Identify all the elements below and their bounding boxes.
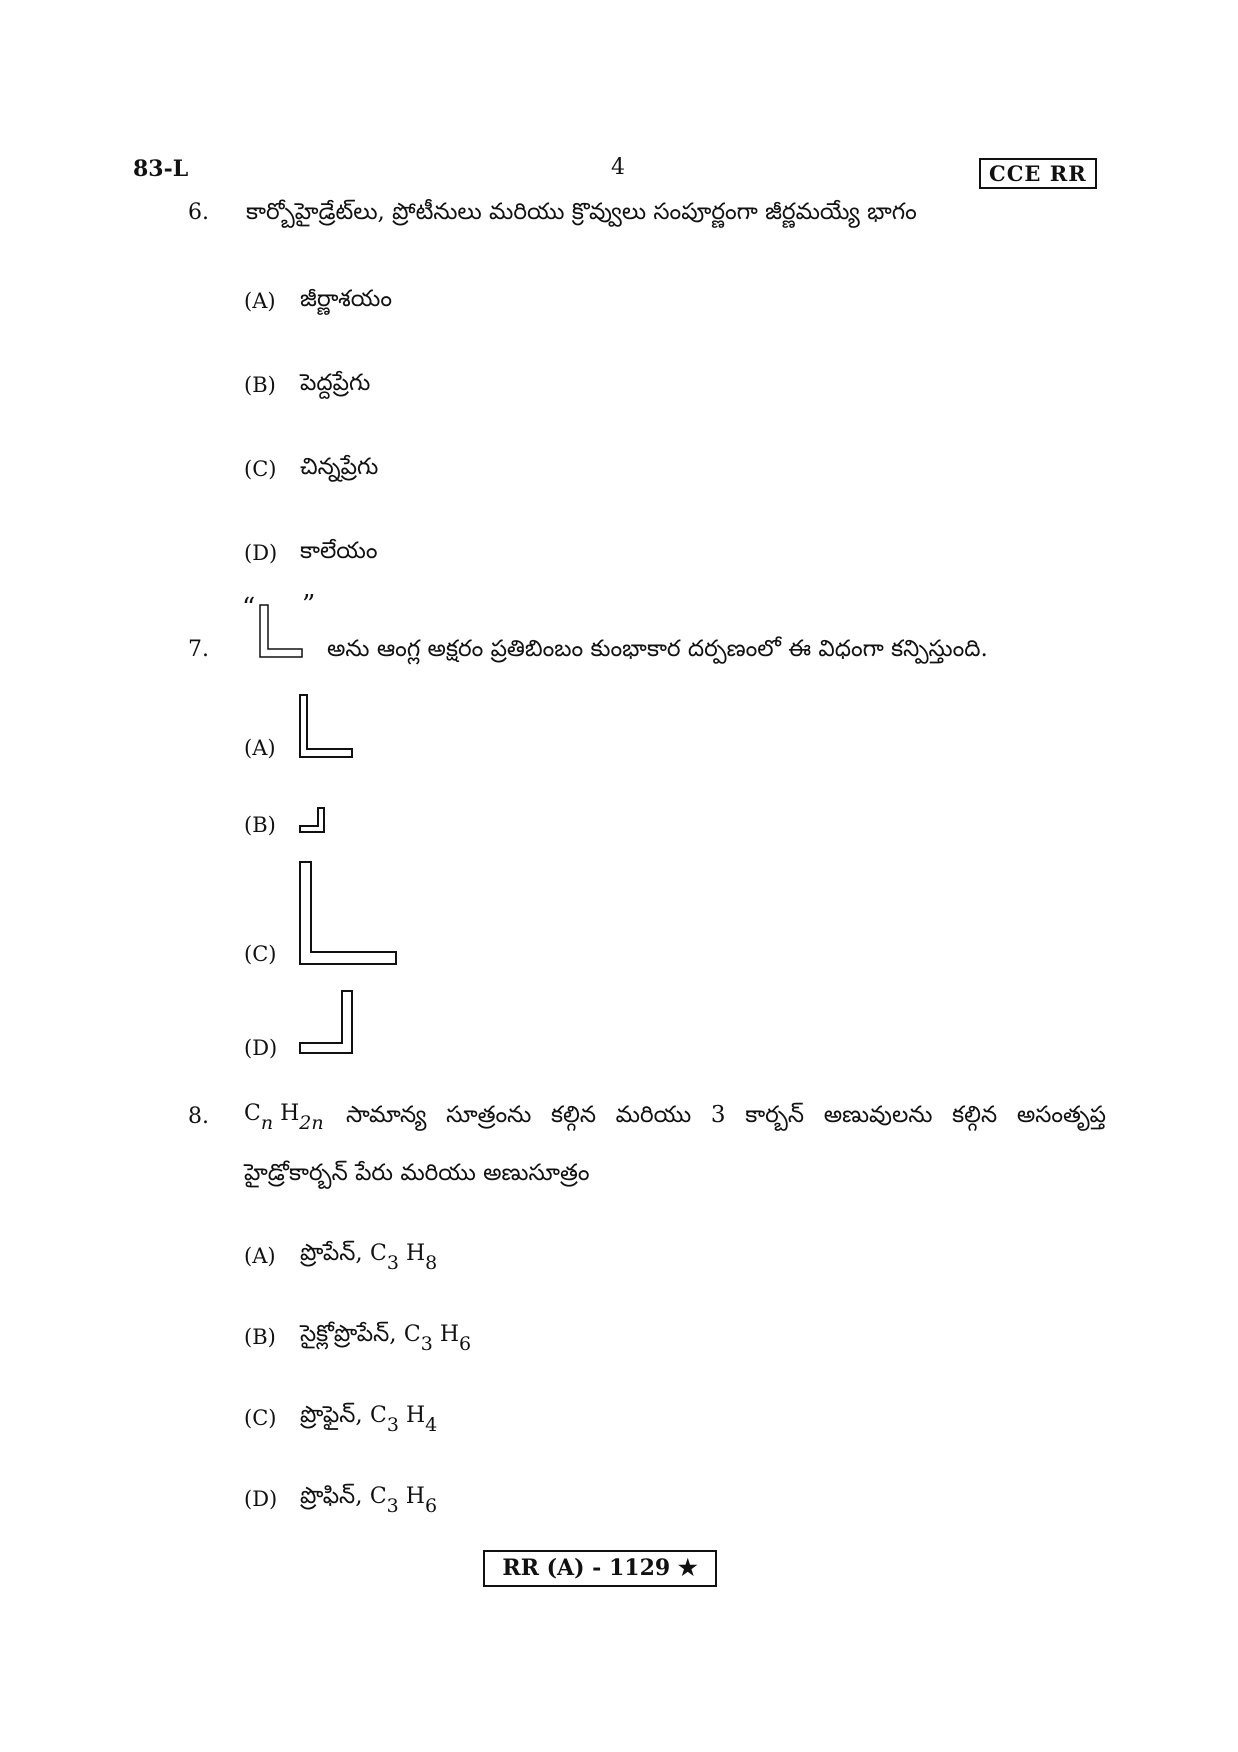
formula-h-sub: 4 [425, 1414, 438, 1436]
option-text: పెద్దప్రేగు [300, 370, 371, 396]
formula-h: H [405, 1484, 425, 1509]
formula-h-sub: 6 [459, 1333, 472, 1355]
option-text [300, 1402, 437, 1436]
question-text: అను ఆంగ్ల అక్షరం ప్రతిబింబం కుంభాకార దర్పణంలో ఈ విధంగా కన్పిస్తుంది. [327, 636, 988, 662]
footer-code: RR (A) - 1129 ★ [483, 1550, 717, 1587]
option-label: (D) [244, 541, 278, 565]
option-label: (C) [244, 942, 277, 966]
option-label: (B) [244, 373, 276, 397]
compound-formula [369, 1484, 438, 1517]
formula-h-sub: 8 [425, 1252, 438, 1274]
option-text: జీర్ణాశయం [300, 286, 393, 312]
option-label: (D) [244, 1487, 278, 1511]
formula-n: n [260, 1112, 274, 1134]
option-label: (B) [244, 813, 276, 837]
question-text-line1: సామాన్య సూత్రంను కల్గిన మరియు 3 కార్బన్ అణువులను కల్గిన అసంతృప్త [346, 1102, 1106, 1128]
option-label: (D) [244, 1036, 278, 1060]
letter-l-glyph [258, 603, 304, 659]
option-text: చిన్నప్రేగు [300, 454, 379, 480]
compound-name: ప్రొపేన్, [300, 1240, 363, 1266]
formula-2n: 2n [299, 1112, 324, 1134]
formula-h: H [280, 1101, 300, 1126]
compound-formula [403, 1322, 472, 1355]
option-d-image [298, 989, 354, 1055]
formula-c: C [244, 1101, 261, 1126]
option-label: (B) [244, 1325, 276, 1349]
formula-h: H [439, 1322, 460, 1347]
formula-h-sub: 6 [424, 1495, 438, 1517]
compound-name: ప్రొఫిన్, [300, 1483, 363, 1509]
formula-c-sub: 3 [386, 1252, 399, 1274]
formula-c-sub: 3 [386, 1495, 399, 1517]
option-label: (A) [244, 1244, 276, 1268]
option-text: కాలేయం [300, 538, 378, 564]
option-a-image [298, 693, 354, 759]
question-number: 8. [188, 1104, 209, 1129]
option-c-image [298, 860, 398, 966]
paper-code: 83-L [133, 156, 189, 182]
page-number: 4 [611, 155, 625, 180]
formula-c: C [370, 1403, 387, 1428]
option-text [300, 1321, 471, 1355]
question-number: 7. [188, 637, 209, 662]
option-b-image [298, 806, 326, 834]
option-label: (C) [244, 457, 277, 481]
compound-name: ప్రొఫైన్, [300, 1402, 363, 1428]
compound-name: సైక్లోప్రొపేన్, [300, 1321, 397, 1347]
compound-formula [370, 1403, 438, 1436]
option-text [300, 1483, 437, 1517]
general-formula [244, 1101, 324, 1134]
formula-c-sub: 3 [420, 1333, 433, 1355]
option-label: (A) [244, 289, 276, 313]
open-quote: “ [242, 593, 256, 623]
formula-h: H [405, 1403, 426, 1428]
formula-c-sub: 3 [386, 1414, 399, 1436]
series-badge: CCE RR [979, 158, 1097, 189]
question-text-line2: హైడ్రోకార్బన్ పేరు మరియు అణుసూత్రం [244, 1160, 590, 1186]
option-text [300, 1240, 437, 1274]
formula-c: C [369, 1484, 387, 1509]
formula-h: H [405, 1241, 426, 1266]
question-number: 6. [188, 200, 209, 225]
formula-c: C [370, 1241, 387, 1266]
option-label: (C) [244, 1406, 277, 1430]
close-quote: ” [302, 590, 316, 620]
question-text: కార్బోహైడ్రేట్‌లు, ప్రోటీనులు మరియు క్రొవ్వులు సంపూర్ణంగా జీర్ణమయ్యే భాగం [246, 199, 917, 225]
option-label: (A) [244, 736, 276, 760]
compound-formula [370, 1241, 438, 1274]
formula-c: C [403, 1322, 421, 1347]
